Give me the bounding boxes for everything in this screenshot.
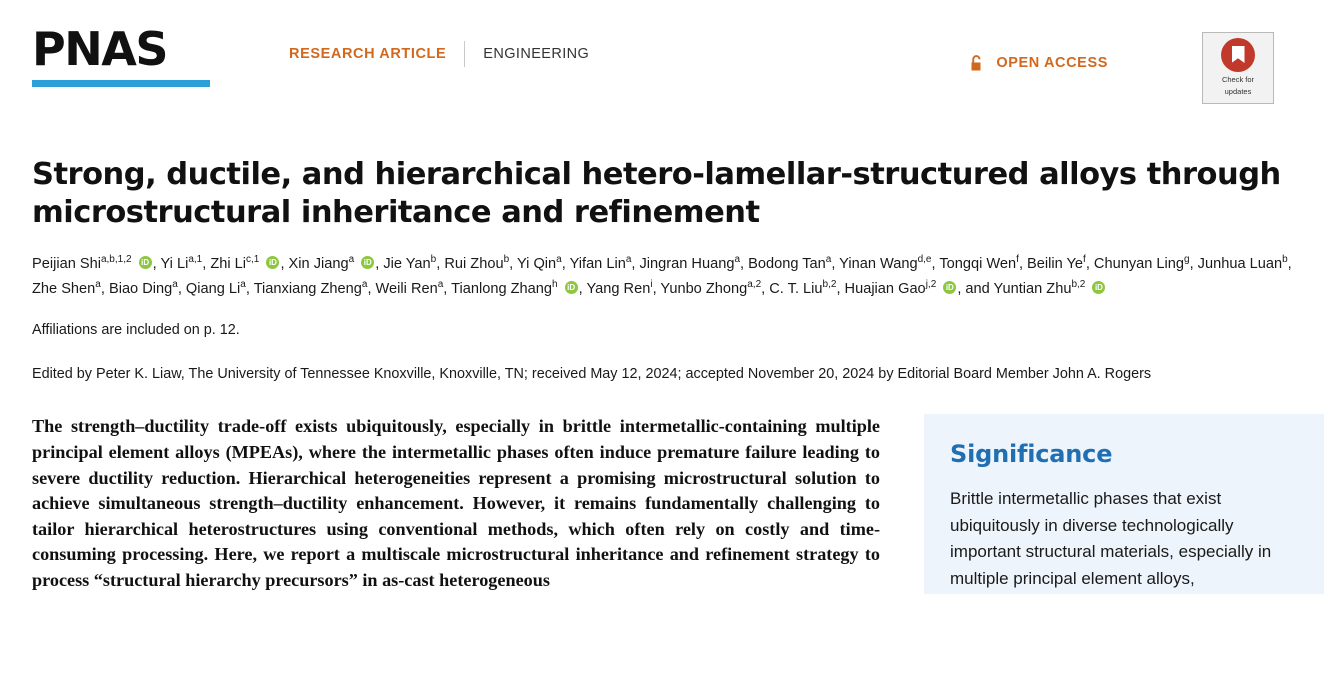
- pnas-logo[interactable]: [32, 22, 215, 87]
- orcid-icon[interactable]: [943, 281, 956, 294]
- pnas-logo-text: PNAS: [32, 22, 167, 76]
- section-label[interactable]: ENGINEERING: [483, 46, 590, 62]
- body-area: [32, 414, 1302, 593]
- orcid-icon[interactable]: [361, 256, 374, 269]
- crossmark-icon: [1221, 38, 1255, 72]
- abstract-text: The strength–ductility trade-off exists ubiquitously, especially in brittle intermetallic-containing multiple principal element alloys (MPEAs), where the intermetallic phases often induce premature failure leading to severe ductility reduction. Hierarchical heterogeneities represent a promising microstructural solution to achieve simultaneous strength–ductility enhancement. However, it remains fundamentally challenging to tailor hierarchical heterostructures using conventional methods, which often rely on costly and time-consuming processing. Here, we report a multiscale microstructural inheritance and refinement strategy to process “structural hierarchy precursors” in as-cast heterogeneous: [32, 416, 880, 590]
- orcid-icon[interactable]: [565, 281, 578, 294]
- author-list: Peijian Shi$^{a,b,1,2}$ iD , Yi Li$^{a,1}$, Zhi Li$^{c,1}$ iD , Xin Jiang$^a$ iD , Jie Yan$^b$, Rui Zhou$^b$, Yi Qin$^a$, Yifan Lin$^a$, Jingran Huang$^a$, Bodong Tan$^a$, Yinan Wang$^{d,e}$, Tongqi Wen$^f$, Beilin Ye$^f$, Chunyan Ling$^g$, Junhua Luan$^b$, Zhe Shen$^a$, Biao Ding$^a$, Qiang Li$^a$, Tianxiang Zheng$^a$, Weili Ren$^a$, Tianlong Zhang$^h$ iD , Yang Ren$^i$, Yunbo Zhong$^{a,2}$, C. T. Liu$^{b,2}$, Huajian Gao$^{j,2}$ iD , and Yuntian Zhu$^{b,2}$ iD: [32, 252, 1302, 302]
- open-lock-icon: [966, 53, 986, 73]
- significance-text: Brittle intermetallic phases that exist ubiquitously in diverse technologically important structural materials, especially in multiple principal element alloys,: [950, 489, 1272, 588]
- orcid-icon[interactable]: [1092, 281, 1105, 294]
- logo-underline: [32, 80, 210, 87]
- site-header: [32, 0, 1302, 108]
- check-for-updates-button[interactable]: [1202, 32, 1274, 104]
- article-type-label[interactable]: RESEARCH ARTICLE: [289, 46, 447, 62]
- check-for-updates-line1: Check for: [1221, 75, 1255, 84]
- significance-heading: Significance: [950, 440, 1113, 469]
- header-meta: [289, 41, 589, 67]
- significance-panel: [924, 414, 1324, 593]
- open-access-badge[interactable]: [966, 53, 1108, 73]
- open-access-label: OPEN ACCESS: [996, 55, 1108, 71]
- affiliations-note: Affiliations are included on p. 12.: [32, 322, 240, 339]
- orcid-icon[interactable]: [266, 256, 279, 269]
- check-for-updates-line2: updates: [1224, 87, 1252, 96]
- article-title: Strong, ductile, and hierarchical hetero-lamellar-structured alloys through microstructural inheritance and refinement: [32, 157, 1281, 230]
- edited-by-note: Edited by Peter K. Liaw, The University of Tennessee Knoxville, Knoxville, TN; received May 12, 2024; accepted November 20, 2024 by Editorial Board Member John A. Rogers: [32, 366, 1152, 383]
- meta-divider: [464, 41, 465, 67]
- orcid-icon[interactable]: [139, 256, 152, 269]
